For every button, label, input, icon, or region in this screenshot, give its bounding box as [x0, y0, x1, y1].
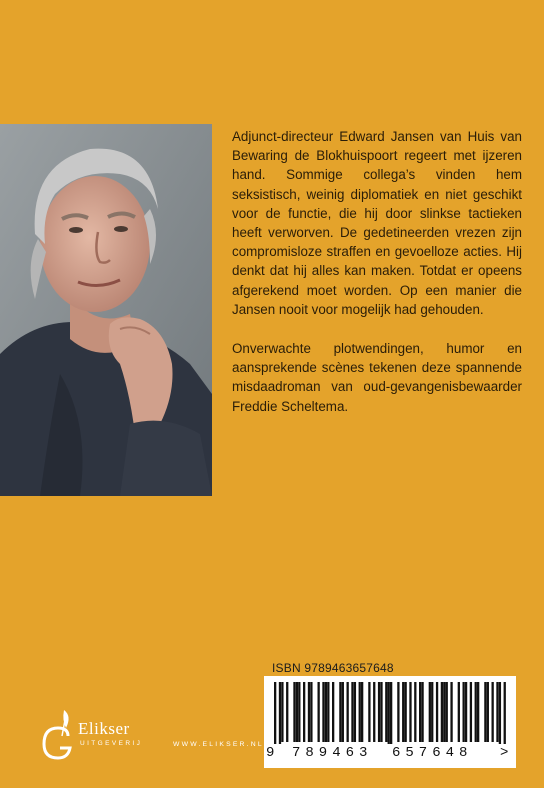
barcode-bars-image: [274, 682, 506, 744]
publisher-tagline: UITGEVERIJ: [80, 740, 143, 747]
publisher-name: Elikser: [78, 719, 130, 738]
author-photo: [0, 124, 212, 496]
publisher-website: WWW.ELIKSER.NL: [173, 741, 264, 748]
barcode: [264, 676, 516, 768]
isbn-label: ISBN 9789463657648: [272, 661, 394, 675]
barcode-digit-lead: 9: [266, 745, 275, 761]
publisher-logo: [38, 706, 168, 762]
blurb-paragraph-2: Onverwachte plotwendingen, humor en aansprekende scènes tekenen deze spannende misdaadroman van oud-gevangenisbewaarder Freddie Scheltema.: [232, 341, 522, 414]
barcode-digits-right: 657648: [392, 745, 473, 761]
author-portrait-image: [0, 124, 212, 496]
quill-g-logo-icon: [38, 706, 78, 762]
blurb-paragraph-1: Adjunct-directeur Edward Jansen van Huis van Bewaring de Blokhuispoort regeert met ijzeren hand. Sommige collega’s vinden hem seksistisch, weinig diplomatiek en niet geschikt voor de functie, die hij door slinkse tactieken heeft verworven. De gedetineerden vrezen zijn compromisloze straffen en gevoelloze acties. Hij denkt dat hij alles kan maken. Totdat er opeens afgerekend moet worden. Op een manier die Jansen nooit voor mogelijk had gehouden.: [232, 129, 522, 317]
barcode-digits-left: 789463: [292, 745, 373, 761]
back-cover-blurb: [232, 127, 522, 436]
barcode-quiet-marker: >: [500, 745, 509, 761]
